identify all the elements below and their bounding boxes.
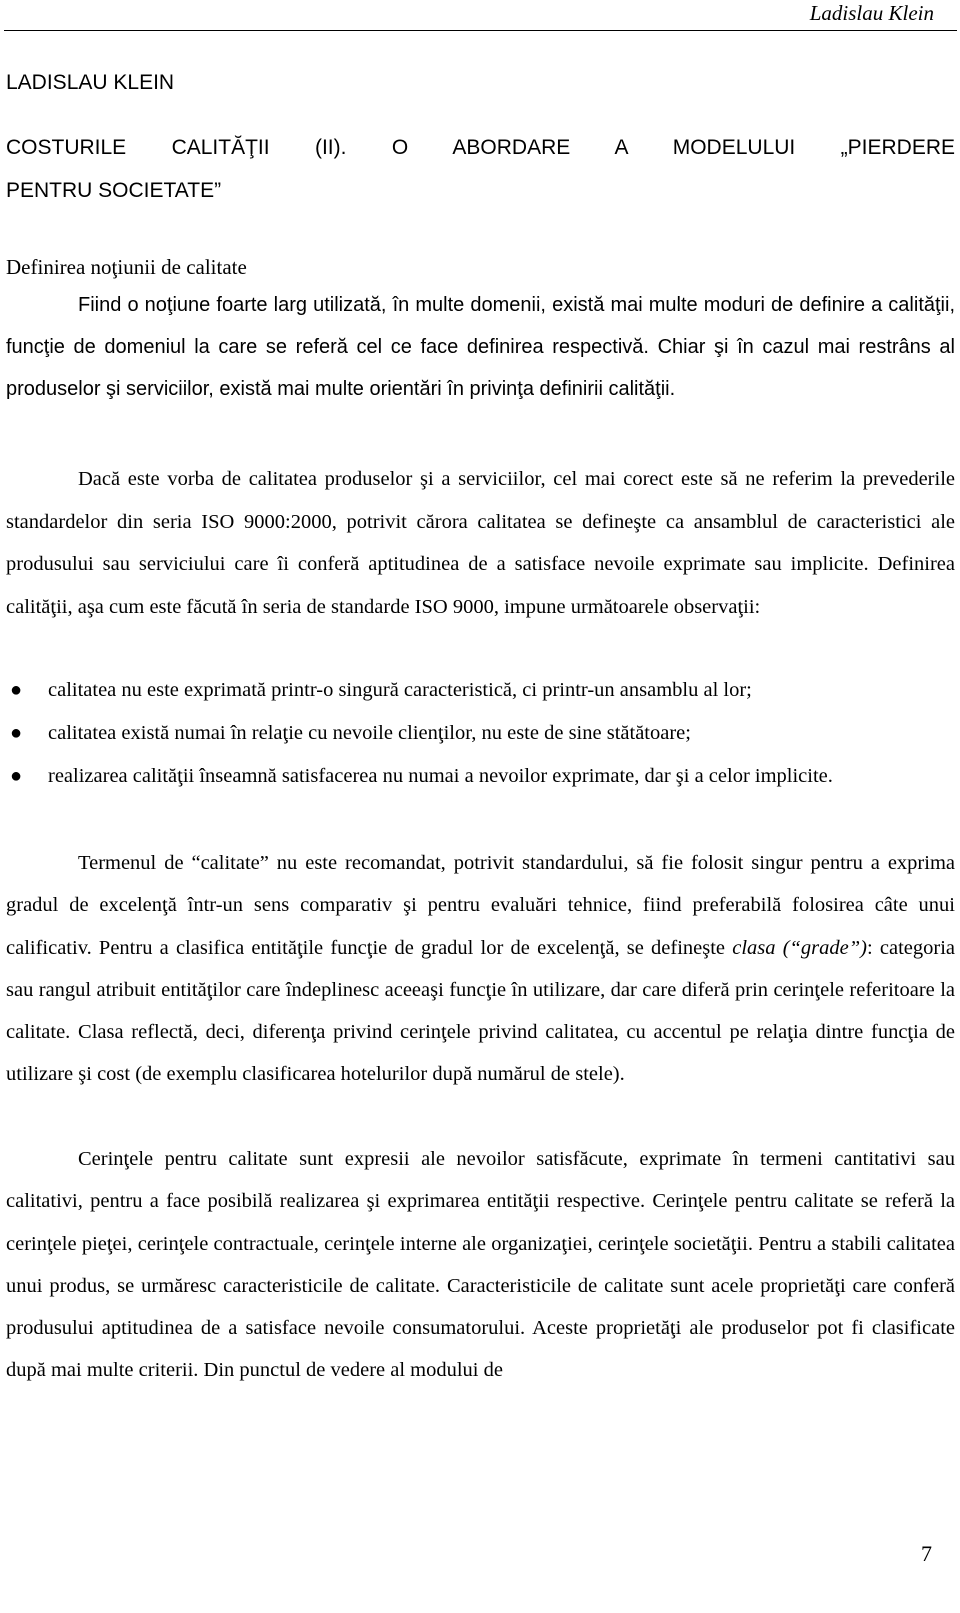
- page-number: 7: [921, 1541, 932, 1566]
- paragraph-1: Fiind o noţiune foarte larg utilizată, în multe domenii, există mai multe moduri de definire a calităţii, funcţie de domeniul la care se referă cel ce face definirea respectivă. Chiar şi în cazul mai restrâns al produselor şi serviciilor, există mai multe orientări în privinţa definirii calităţii.: [6, 294, 955, 400]
- list-item-text: calitatea nu este exprimată printr-o singură caracteristică, ci printr-un ansamblu al lor;: [48, 679, 752, 701]
- header-rule: [4, 30, 957, 31]
- bullet-icon: ●: [10, 722, 23, 744]
- bullet-icon: ●: [10, 679, 23, 701]
- list-item-text: realizarea calităţii înseamnă satisfacerea nu numai a nevoilor exprimate, dar şi a celor implicite.: [48, 765, 833, 787]
- document-title-line-1: COSTURILE CALITĂŢII (II). O ABORDARE A MODELULUI „PIERDERE: [6, 136, 955, 159]
- observations-list: [6, 669, 955, 798]
- bullet-icon: ●: [10, 765, 23, 787]
- running-header-author: Ladislau Klein: [809, 1, 934, 25]
- document-title: [6, 126, 955, 212]
- list-item-text: calitatea există numai în relaţie cu nevoile clienţilor, nu este de sine stătătoare;: [48, 722, 691, 744]
- list-item: [6, 755, 955, 798]
- paragraph-3-italic-term: clasa (“grade”): [732, 936, 867, 959]
- paragraph-3-text-start: Termenul de “calitate” nu este recomandat, potrivit standardului, să fie folosit singur pentru a exprima gradul de excelenţă într-un sens comparativ şi pentru evaluări tehnice, fiind preferabilă folosirea câte unui calificativ. Pentru a clasifica entităţile funcţie de gradul lor de excelenţă, se defineşte: [6, 852, 955, 959]
- list-item: [6, 712, 955, 755]
- paragraph-3: [6, 842, 955, 1096]
- paragraph-2: Dacă este vorba de calitatea produselor şi a serviciilor, cel mai corect este să ne referim la prevederile standardelor din seria ISO 9000:2000, potrivit cărora calitatea se defineşte ca ansamblul de caracteristici ale produsului sau serviciului care îi conferă aptitudinea de a satisface nevoile exprimate sau implicite. Definirea calităţii, aşa cum este făcută în seria de standarde ISO 9000, impune următoarele observaţii:: [6, 468, 955, 618]
- paragraph-3-text-end: : categoria sau rangul atribuit entităţilor care îndeplinesc aceeaşi funcţie în utilizare, dar care diferă prin cerinţele referitoare la calitate. Clasa reflectă, deci, diferenţa privind cerinţele privind calitatea, cu accentul pe relaţia dintre funcţia de utilizare şi cost (de exemplu clasificarea hotelurilor după numărul de stele).: [6, 936, 955, 1086]
- document-title-line-2: PENTRU SOCIETATE”: [6, 179, 222, 202]
- document-author: LADISLAU KLEIN: [6, 71, 175, 94]
- paragraph-4: Cerinţele pentru calitate sunt expresii ale nevoilor satisfăcute, exprimate în termeni cantitativi sau calitativi, pentru a face posibilă realizarea şi exprimarea entităţii respective. Cerinţele pentru calitate se referă la cerinţele pieţei, cerinţele contractuale, cerinţele interne ale organizaţiei, cerinţele societăţii. Pentru a stabili calitatea unui produs, se urmăresc caracteristicile de calitate. Caracteristicile de calitate sunt acele proprietăţi care conferă produsului aptitudinea de a satisface nevoile consumatorului. Aceste proprietăţi ale produselor pot fi clasificate după mai multe criterii. Din punctul de vedere al modului de: [6, 1148, 955, 1382]
- list-item: [6, 669, 955, 712]
- section-title: Definirea noţiunii de calitate: [6, 255, 247, 279]
